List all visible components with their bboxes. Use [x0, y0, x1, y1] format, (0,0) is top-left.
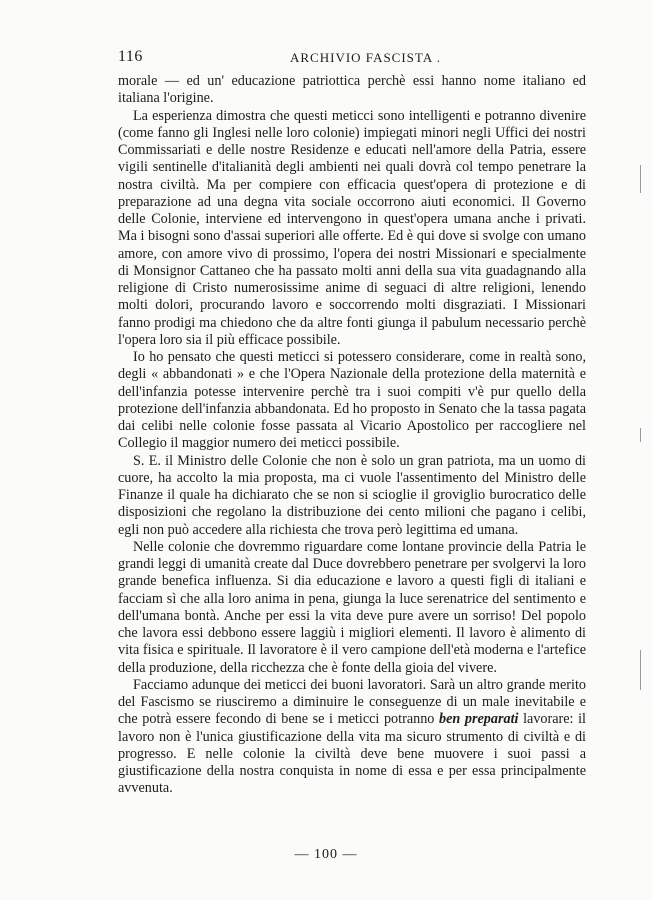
running-title: ARCHIVIO FASCISTA . [290, 50, 441, 65]
page-number: 116 [118, 48, 143, 65]
paragraph-continuation: morale — ed un' educazione patriottica perchè essi hanno nome italiano ed italiana l'origine. [118, 73, 586, 107]
final-text-end: lavorare: il lavoro non è l'unica giustificazione della vita ma sicuro strumento di civiltà e di progresso. E nelle colonie la civiltà deve bene muovere i suoi passi a giustificazione della nostra conquista in nome di essa e per essa principalmente avvenuta. [118, 711, 586, 797]
paragraph: Nelle colonie che dovremmo riguardare come lontane provincie della Patria le grandi leggi di umanità create dal Duce dovrebbero penetrare per svolgervi la loro grande benefica influenza. Si dia educazione e lavoro a questi figli di italiani e facciam sì che alla loro anima in pena, giunga la luce serenatrice del sentimento e dell'umana bontà. Anche per essi la vita deve pure avere un sorriso! Del popolo che lavora essi debbono essere laggiù i migliori elementi. Il lavoro è alimento di vita fisica e spirituale. Il lavoratore è il vero campione dell'età moderna e l'artefice della produzione, della ricchezza che è fonte della gioia del vivere. [118, 538, 586, 676]
paragraph: La esperienza dimostra che questi meticci sono intelligenti e potranno divenire (come fanno gli Inglesi nelle loro colonie) impiegati minori negli Uffici dei nostri Commissariati e delle nostre Residenze e educati nell'amore della Patria, essere vigili sentinelle d'italianità degli ambienti nei quali dovrà col tempo penetrare la nostra civiltà. Ma per compiere con efficacia quest'opera di protezione e di preparazione ad una degna vita sociale occorrono aiuti economici. Il Governo delle Colonie, interviene ed intervengono in quest'opera umana anche i privati. Ma i bisogni sono d'assai superiori alle offerte. Ed è qui dove si svolge con umano amore, con amore vivo di prossimo, l'opera dei nostri Missionari e specialmente di Monsignor Cattaneo che ha passato molti anni della sua vita guadagnando alla religione di Cristo numerosissime anime di seguaci di altre religioni, lenendo molti dolori, procurando lavoro e soccorrendo molti disgraziati. I Missionari fanno prodigi ma chiedono che da altre fonti giunga il pabulum necessario perchè l'opera loro sia il più efficace possibile. [118, 107, 586, 348]
emphasis-text: ben preparati [439, 711, 519, 728]
margin-mark [640, 428, 641, 442]
paragraph-final [118, 677, 586, 798]
body-text [118, 73, 586, 798]
paragraph: S. E. il Ministro delle Colonie che non è solo un gran patriota, ma un uomo di cuore, ha accolto la mia proposta, ma ci vuole l'assentimento del Ministro delle Finanze il quale ha dichiarato che se non si scioglie il groviglio burocratico delle disposizioni che regolano la distribuzione dei cento milioni che pagano i celibi, egli non può accedere alla richiesta che trova però legittima ed umana. [118, 452, 586, 538]
margin-mark [640, 650, 641, 690]
page-header [118, 48, 588, 70]
margin-mark [640, 165, 641, 193]
paragraph: Io ho pensato che questi meticci si potessero considerare, come in realtà sono, degli « abbandonati » e che l'Opera Nazionale della protezione della maternità e dell'infanzia potesse intervenire perchè tra i suoi compiti v'è pur quello della protezione dell'infanzia abbandonata. Ed ho proposto in Senato che la tassa pagata dai celibi nelle colonie fosse passata al Vicario Apostolico per raccogliere nel Collegio il maggior numero dei meticci possibile. [118, 349, 586, 452]
page-folio: — 100 — [294, 847, 358, 862]
final-text-start: Facciamo adunque dei meticci dei buoni lavoratori. Sarà un altro grande merito del Fascismo se riusciremo a diminuire le conseguenze di un male inevitabile e che potrà essere fecondo di bene se i meticci potranno [118, 676, 586, 728]
